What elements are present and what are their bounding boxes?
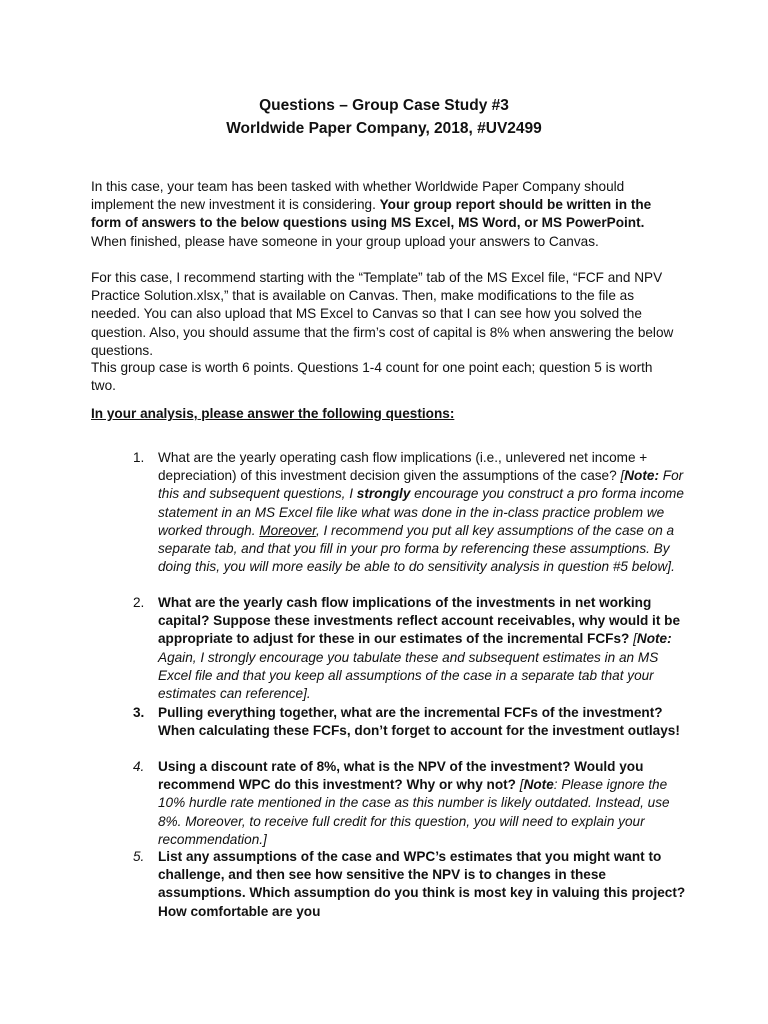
question-number: 1. — [133, 450, 145, 465]
question-main: What are the yearly operating cash flow implications (i.e., unlevered net income + depreciation) of this investment decision given the assumptions of the case? — [158, 450, 648, 484]
points-paragraph: This group case is worth 6 points. Questions 1-4 count for one point each; question 5 is worth two. — [91, 360, 653, 394]
title-line-2: Worldwide Paper Company, 2018, #UV2499 — [226, 120, 542, 137]
section-heading: In your analysis, please answer the following questions: — [91, 406, 455, 421]
question-text — [158, 449, 686, 576]
question-number: 4. — [133, 759, 145, 774]
question-note: [Note: For this and subsequent questions, I strongly encourage you construct a pro forma income statement in an MS Excel file like what was done in the in-class practice problem we worked through. Moreover, I recommend you put all key assumptions of the case on a separate tab, and that you fill in your pro forma by referencing these assumptions. By doing this, you will more easily be able to do sensitivity analysis in question #5 below]. — [158, 468, 684, 575]
intro-text-1: In this case, your team has been tasked with whether Worldwide Paper Company should implement the new investment it is considering. — [91, 179, 625, 213]
question-main: Using a discount rate of 8%, what is the NPV of the investment? Would you recommend WPC do this investment? Why or why not? — [158, 759, 644, 793]
question-number: 5. — [133, 849, 145, 864]
intro-text-bold: Your group report should be written in the form of answers to the below questions using MS Excel, MS Word, or MS PowerPoint. — [91, 197, 652, 231]
question-note: [Note: Please ignore the 10% hurdle rate mentioned in the case as this number is likely outdated. Instead, use 8%. Moreover, to receive full credit for this question, you will need to explain your recommendation.] — [158, 777, 670, 847]
intro-paragraph — [91, 178, 681, 251]
note-label: Note: — [636, 631, 672, 647]
note-label: Note — [523, 777, 554, 793]
question-number: 2. — [133, 595, 145, 610]
note-label: Note: — [624, 468, 659, 484]
question-main: What are the yearly cash flow implications of the investments in net working capital? Suppose these investments reflect account receivables, why would it be appropriate to adjust for these in our estimates of the incremental FCFs? — [158, 595, 681, 647]
intro-text-3: When finished, please have someone in your group upload your answers to Canvas. — [91, 233, 599, 249]
title-line-1: Questions – Group Case Study #3 — [259, 97, 509, 114]
question-text — [158, 704, 686, 740]
question-text — [158, 758, 686, 849]
question-number: 3. — [133, 705, 145, 720]
emphasis-strongly: strongly — [356, 486, 411, 502]
question-note: [Note: Again, I strongly encourage you tabulate these and subsequent estimates in an MS Excel file and that you keep all assumptions of the case in a separate tab that your estimates can reference]. — [158, 631, 672, 702]
emphasis-moreover: Moreover — [259, 522, 316, 538]
instructions-paragraph: For this case, I recommend starting with the “Template” tab of the MS Excel file, “FCF and NPV Practice Solution.xlsx,” that is available on Canvas. Then, make modifications to the file as needed. You can also upload that MS Excel to Canvas so that I can see how you solved the question. Also, you should assume that the firm’s cost of capital is 8% when answering the below questions. — [91, 270, 674, 358]
document-title — [0, 94, 768, 140]
question-text — [158, 594, 686, 703]
question-text — [158, 848, 686, 921]
question-main: List any assumptions of the case and WPC’s estimates that you might want to challenge, and then see how sensitive the NPV is to changes in these assumptions. Which assumption do you think is most key in valuing this project? How comfortable are you — [158, 849, 686, 919]
question-main: Pulling everything together, what are the incremental FCFs of the investment? When calculating these FCFs, don’t forget to account for the investment outlays! — [158, 705, 680, 739]
